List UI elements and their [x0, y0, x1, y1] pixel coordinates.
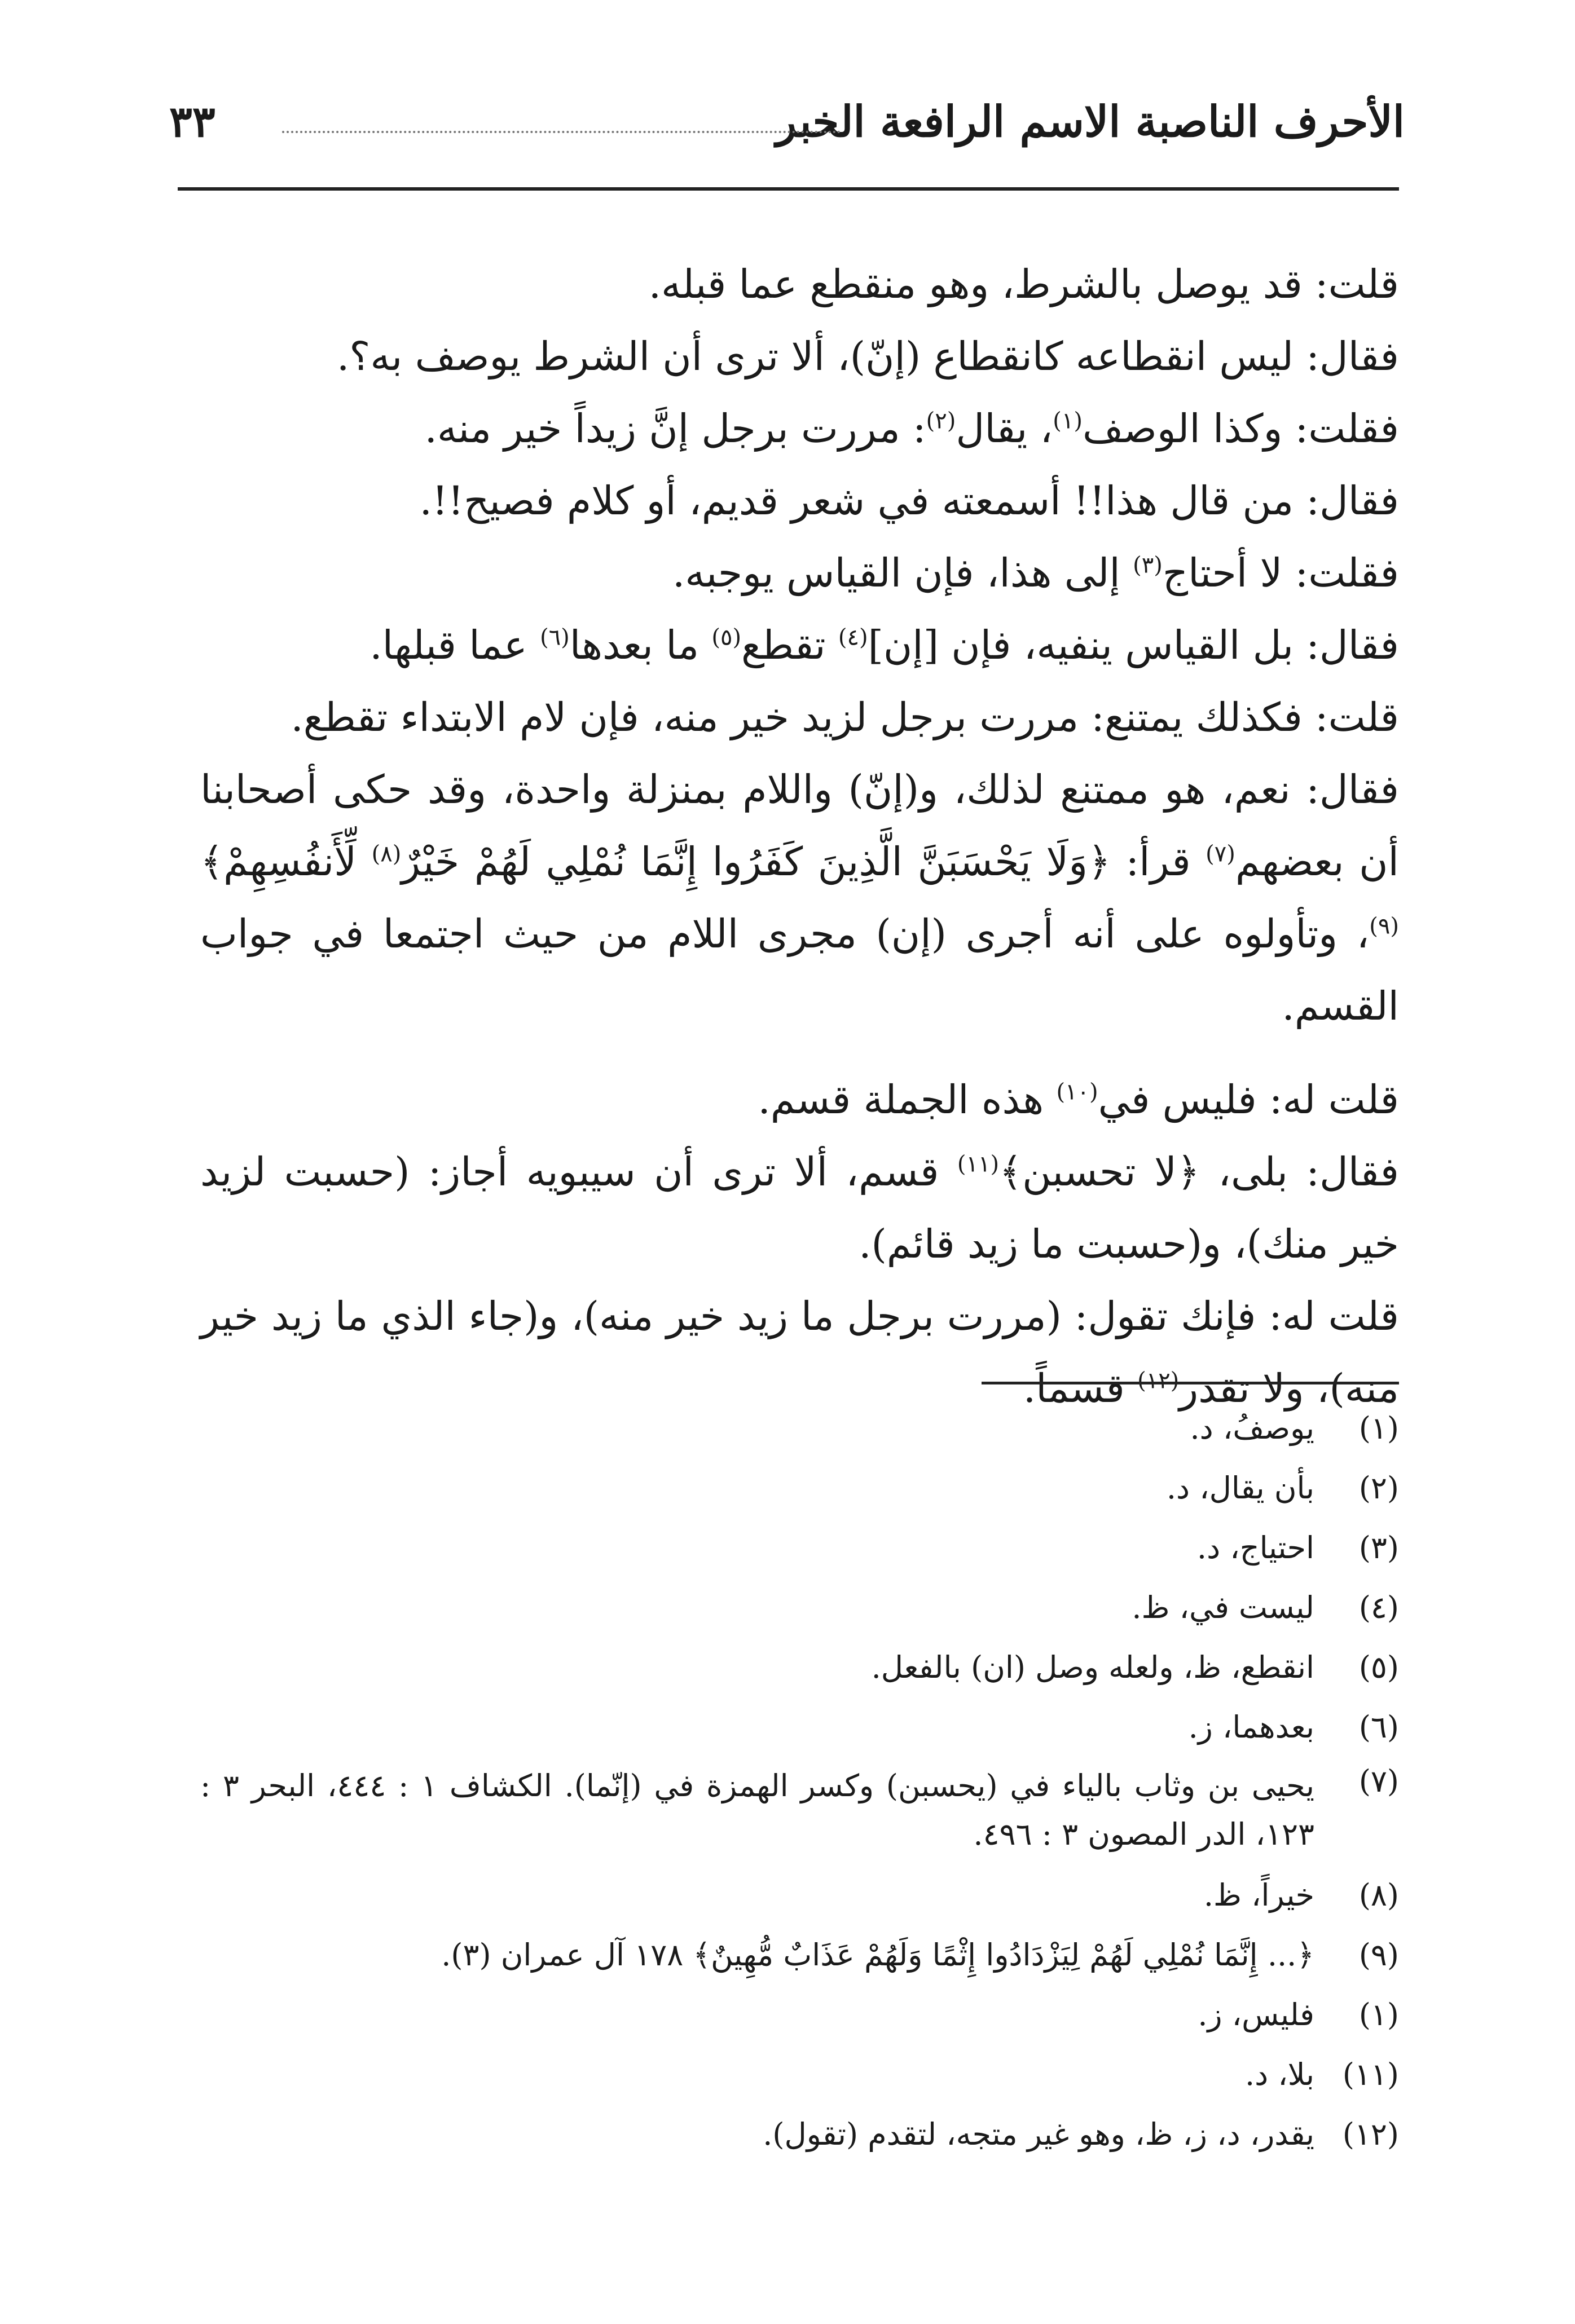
footnote: (١٢) يقدر، د، ز، ظ، وهو غير متجه، لتقدم (تقول). [763, 2116, 1399, 2152]
paragraph: فقلت: وكذا الوصف$^{(١)}$، يقال$^{(٢)}$: مررت برجل إنَّ زيداً خير منه. [424, 405, 1399, 452]
footnote-separator [982, 1382, 1399, 1384]
paragraph: فقلت: لا أحتاج$^{(٣)}$ إلى هذا، فإن القياس يوجبه. [672, 550, 1399, 596]
paragraph: قلت: فكذلك يمتنع: مررت برجل لزيد خير منه، فإن لام الابتداء تقطع. [291, 694, 1399, 740]
footnote-ref: (٢) [926, 408, 956, 434]
footnote-ref: (٣) [1133, 552, 1163, 579]
footnote: (٤) ليست في، ظ. [1132, 1590, 1399, 1625]
running-header [169, 96, 1405, 175]
footnote: (٣) احتياج، د. [1196, 1530, 1399, 1565]
main-text [200, 248, 1399, 1425]
footnote-ref: (٧) [1206, 841, 1235, 867]
footnote: (٢) بأن يقال، د. [1166, 1470, 1399, 1506]
paragraph: فقال: بل القياس ينفيه، فإن [إن]$^{(٤)}$ تقطع$^{(٥)}$ ما بعدها$^{(٦)}$ عما قبلها. [369, 622, 1399, 668]
footnote: (١١) بلا، د. [1244, 2057, 1399, 2092]
header-dotted-leader [282, 131, 841, 133]
footnote-ref: (٥) [711, 624, 742, 651]
paragraph: فقال: ليس انقطاعه كانقطاع (إنّ)، ألا ترى أن الشرط يوصف به؟. [336, 333, 1399, 380]
footnote-ref: (١٢) [1137, 1368, 1180, 1394]
footnotes [200, 1399, 1399, 2164]
page-number: ٣٣ [169, 96, 215, 147]
footnote: (١) فليس، ز. [1198, 1997, 1399, 2032]
paragraph: فقال: من قال هذا!! أسمعته في شعر قديم، أو كلام فصيح!!. [419, 478, 1399, 524]
footnote: (٩) ﴿... إِنَّمَا نُمْلِي لَهُمْ لِيَزْدَادُوا إِثْمًا وَلَهُمْ عَذَابٌ مُّهِينٌ﴾ ١٧٨ آل عمران (٣). [441, 1937, 1399, 1973]
running-title: الأحرف الناصبة الاسم الرافعة الخبر [776, 96, 1405, 147]
footnote-ref: (١) [1053, 408, 1083, 434]
quran-quote-end: لِّأَنفُسِهِمْ﴾ [200, 839, 372, 885]
footnote-ref: (١١) [957, 1151, 1000, 1178]
paragraph: فقال: بلى، ﴿لا تحسبن﴾$^{(١١)}$ قسم، ألا ترى أن سيبويه أجاز: (حسبت لزيد خير منك)، و(حسبت ما زيد قائم). [200, 1149, 1399, 1267]
footnote: (٥) انقطع، ظ، ولعله وصل (ان) بالفعل. [871, 1650, 1399, 1685]
footnote-ref: (١٠) [1056, 1079, 1098, 1105]
footnote-ref: (٦) [540, 624, 570, 651]
footnote: (١) يوصفُ، د. [1190, 1410, 1399, 1446]
footnote-ref: (٩) [1369, 913, 1399, 940]
paragraph: قلت: قد يوصل بالشرط، وهو منقطع عما قبله. [648, 261, 1399, 307]
paragraph: قلت له: فإنك تقول: (مررت برجل ما زيد خير منه)، و(جاء الذي ما زيد خير منه)، ولا تقدر$^{(١٢)}$ قسماً. [200, 1293, 1399, 1412]
paragraph: قلت له: فليس في$^{(١٠)}$ هذه الجملة قسم. [758, 1077, 1399, 1123]
footnote: (٧) يحيى بن وثاب بالياء في (يحسبن) وكسر الهمزة في (إنّما). الكشاف ١ : ٤٤٤، البحر ٣ : ١٢٣، الدر المصون ٣ : ٤٩٦. [200, 1763, 1399, 1852]
header-rule [178, 187, 1399, 191]
footnote-ref: (٤) [838, 624, 868, 651]
paragraph: فقال: نعم، هو ممتنع لذلك، و(إنّ) واللام بمنزلة واحدة، وقد حكى أصحابنا أن بعضهم$^{(٧)}$ قرأ: ﴿وَلَا يَحْسَبَنَّ الَّذِينَ كَفَرُوا إِنَّمَا نُمْلِي لَهُمْ خَيْرٌ$^{(٨)}$ لِّأَنفُسِهِمْ﴾$^{(٩)}$، وتأولوه على أنه أجرى (إن) مجرى اللام من حيث اجتمعا في جواب القسم. [200, 766, 1399, 1029]
quran-quote: قرأ: ﴿وَلَا يَحْسَبَنَّ الَّذِينَ كَفَرُوا إِنَّمَا نُمْلِي لَهُمْ خَيْرٌ [401, 839, 1206, 885]
footnote: (٨) خيراً، ظ. [1203, 1877, 1399, 1913]
footnote: (٦) بعدهما، ز. [1188, 1709, 1399, 1745]
footnote-ref: (٨) [371, 841, 402, 867]
